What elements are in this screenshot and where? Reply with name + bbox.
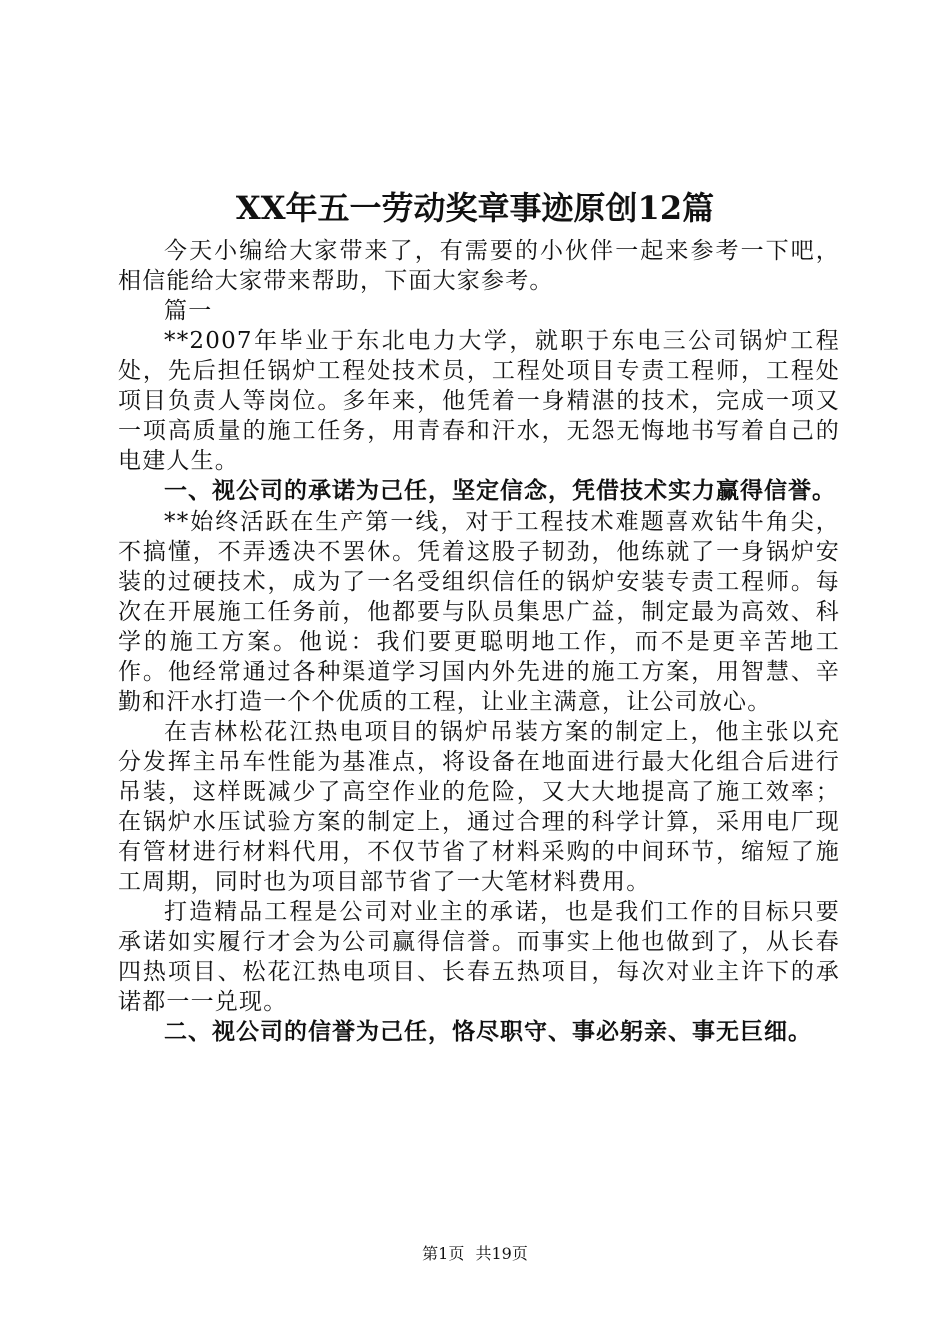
- paragraph-frontline: **始终活跃在生产第一线，对于工程技术难题喜欢钻牛角尖，不搞懂，不弄透决不罢休。凭着这股子韧劲，他练就了一身锅炉安装的过硬技术，成为了一名受组织信任的锅炉安装专责工程师。每次在开展施工任务前，他都要与队员集思广益，制定最为高效、科学的施工方案。他说：我们要更聪明地工作，而不是更辛苦地工作。他经常通过各种渠道学习国内外先进的施工方案，用智慧、辛勤和汗水打造一个个优质的工程，让业主满意，让公司放心。: [118, 509, 840, 715]
- section-heading-1: 一、视公司的承诺为己任，坚定信念，凭借技术实力赢得信誉。: [164, 478, 836, 504]
- paragraph-quality-commitment: 打造精品工程是公司对业主的承诺，也是我们工作的目标只要承诺如实履行才会为公司赢得信誉。而事实上他也做到了，从长春四热项目、松花江热电项目、长春五热项目，每次对业主许下的承诺都一一兑现。: [118, 899, 840, 1015]
- paragraph-jilin-project: 在吉林松花江热电项目的锅炉吊装方案的制定上，他主张以充分发挥主吊车性能为基准点，将设备在地面进行最大化组合后进行吊装，这样既减少了高空作业的危险，又大大地提高了施工效率；在锅炉水压试验方案的制定上，通过合理的科学计算，采用电厂现有管材进行材料代用，不仅节省了材料采购的中间环节，缩短了施工周期，同时也为项目部节省了一大笔材料费用。: [118, 719, 840, 895]
- page-total: 共19页: [475, 1244, 528, 1263]
- section-heading-2: 二、视公司的信誉为己任，恪尽职守、事必躬亲、事无巨细。: [164, 1019, 812, 1045]
- paragraph-intro: 今天小编给大家带来了，有需要的小伙伴一起来参考一下吧，相信能给大家带来帮助，下面大家参考。: [118, 238, 840, 294]
- paragraph-section-label: 篇一: [164, 298, 213, 324]
- document-title: XX年五一劳动奖章事迹原创12篇: [235, 189, 715, 227]
- paragraph-profile: **2007年毕业于东北电力大学，就职于东电三公司锅炉工程处，先后担任锅炉工程处技术员，工程处项目专责工程师，工程处项目负责人等岗位。多年来，他凭着一身精湛的技术，完成一项又一项高质量的施工任务，用青春和汗水，无怨无悔地书写着自己的电建人生。: [118, 328, 840, 474]
- page-footer: [0, 1243, 950, 1265]
- page-number: 第1页: [422, 1244, 465, 1263]
- document-body: [118, 236, 840, 1048]
